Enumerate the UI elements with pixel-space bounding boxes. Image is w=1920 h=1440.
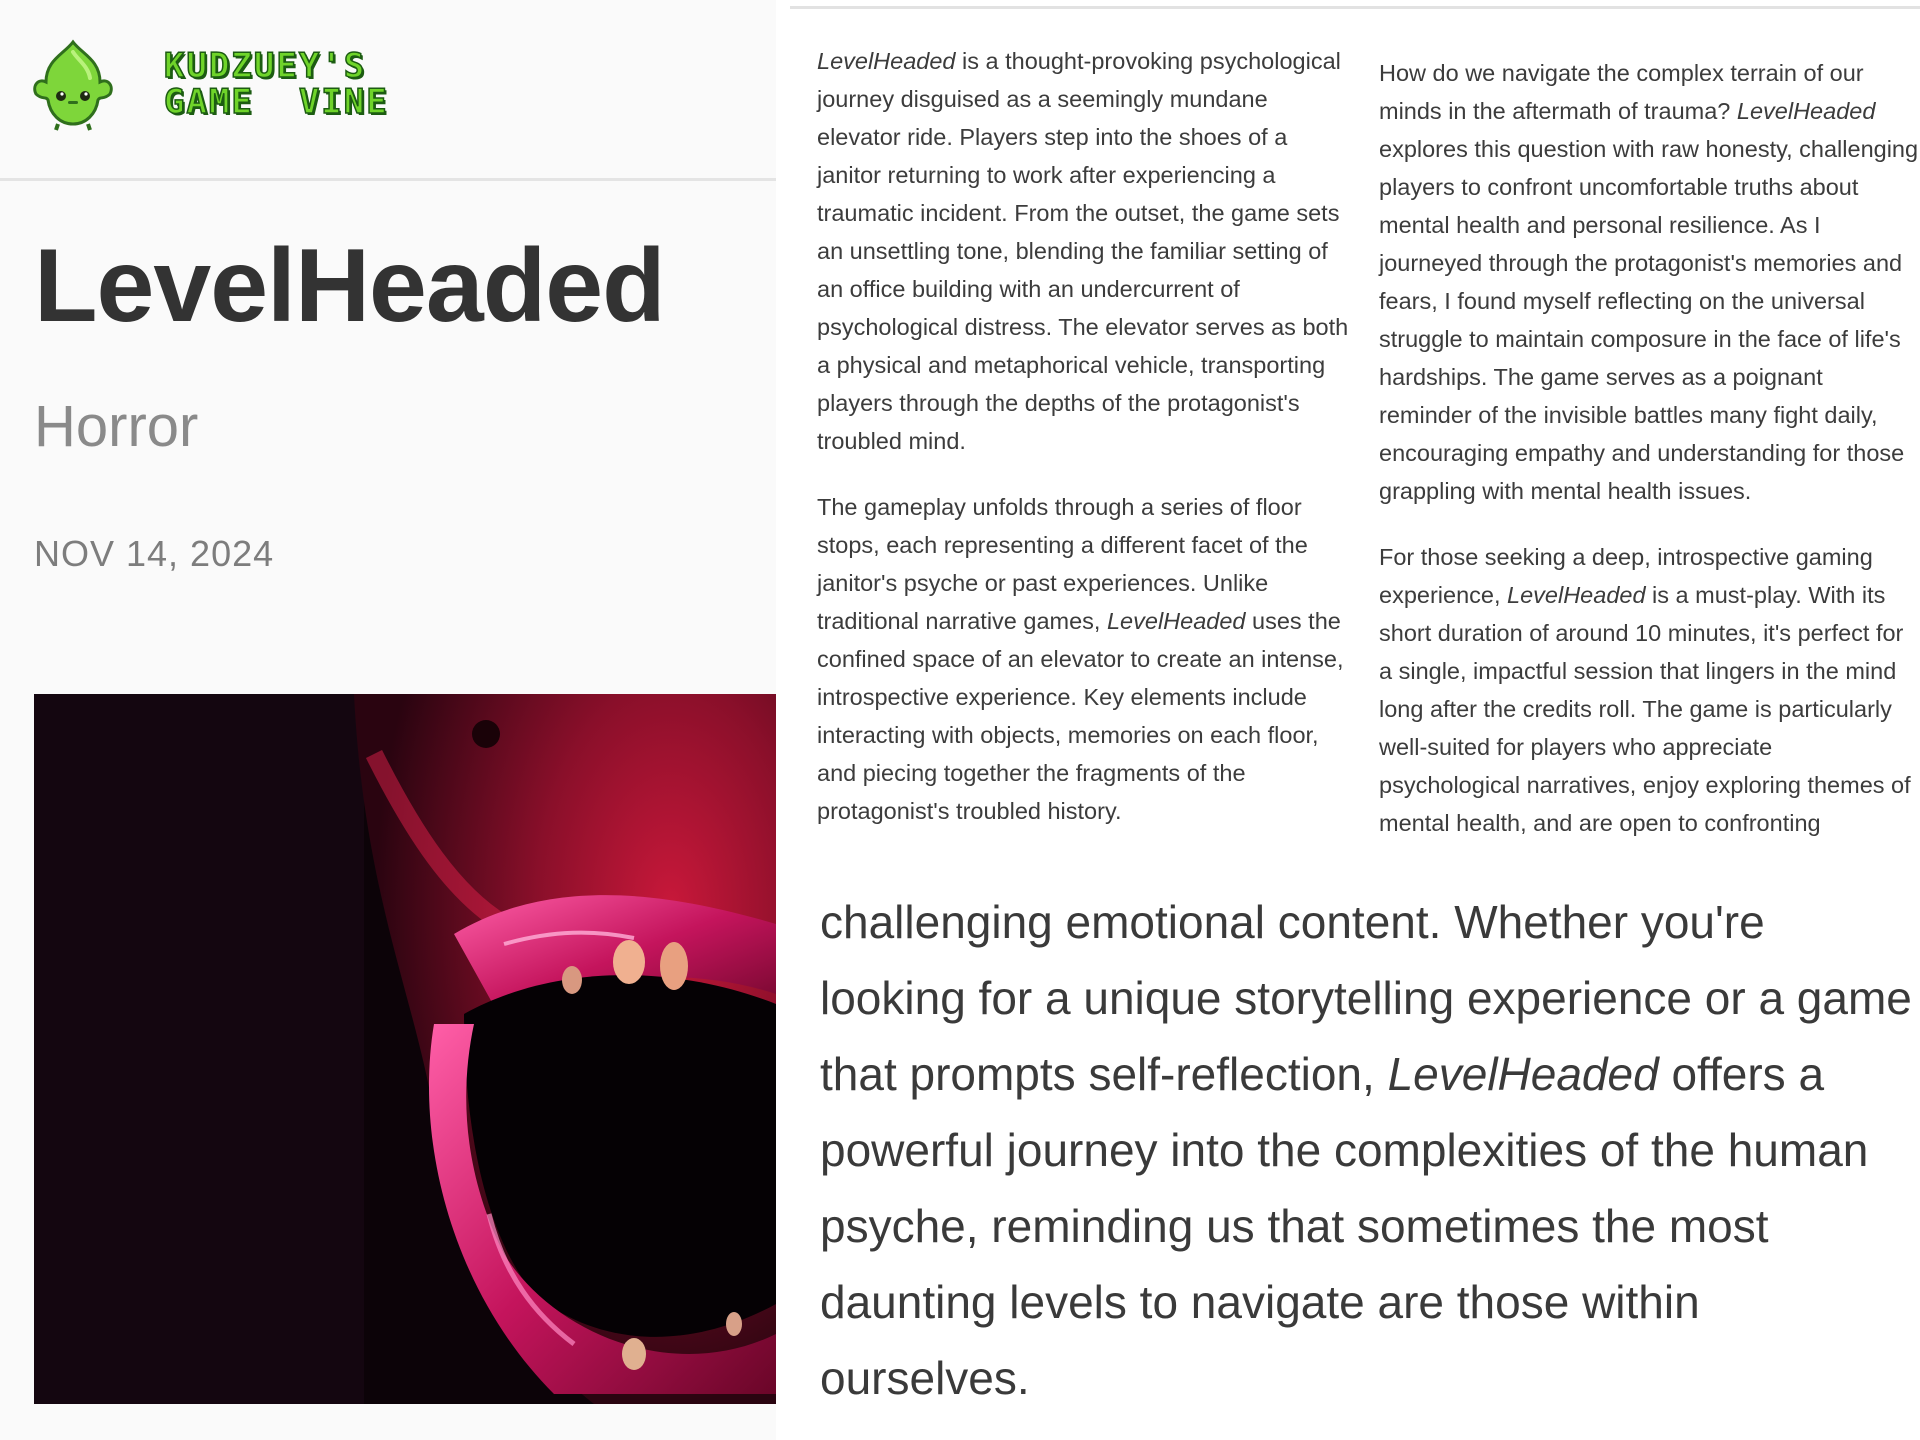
paragraph-5-before: challenging emotional content. Whether you're looking for a unique storytelling experience or a game that prompts self-reflection, <box>820 896 1912 1100</box>
paragraph-3-before: How do we navigate the complex terrain of our minds in the aftermath of trauma? <box>1379 60 1864 124</box>
genre-label: Horror <box>34 394 199 459</box>
paragraph-5-after: offers a powerful journey into the complexities of the human psyche, reminding us that sometimes the most daunting levels to navigate are those within ourselves. <box>820 1048 1869 1404</box>
paragraph-4-before: For those seeking a deep, introspective gaming experience, <box>1379 544 1873 608</box>
logo-line-2: GAME VINE <box>164 82 389 122</box>
top-divider <box>790 6 1920 9</box>
hero-image <box>34 694 776 1404</box>
publish-date: NOV 14, 2024 <box>34 533 275 574</box>
article-conclusion <box>820 884 1920 1416</box>
game-title-em: LevelHeaded <box>1106 608 1246 634</box>
site-logo[interactable] <box>164 48 389 120</box>
paragraph-2 <box>817 488 1357 830</box>
article-column-2 <box>1379 54 1919 870</box>
paragraph-4-after: is a must-play. With its short duration of around 10 minutes, it's perfect for a single, impactful session that lingers in the mind long after the credits roll. The game is particularly well-suited for players who appreciate psychological narratives, enjoy exploring themes of mental health, and are open to confronting <box>1379 582 1911 836</box>
paragraph-4 <box>1379 538 1919 842</box>
game-title-em: LevelHeaded <box>1507 582 1646 608</box>
paragraph-3-after: explores this question with raw honesty, challenging players to confront uncomfortable truths about mental health and personal resilience. As I journeyed through the protagonist's memories and fears, I found myself reflecting on the universal struggle to maintain composure in the face of life's hardships. The game serves as a poignant reminder of the invisible battles many fight daily, encouraging empathy and understanding for those grappling with mental health issues. <box>1379 136 1919 504</box>
article-column-1 <box>817 42 1357 830</box>
page-title: LevelHeaded <box>34 228 665 344</box>
paragraph-1-text: is a thought-provoking psychological journey disguised as a seemingly mundane elevator ride. Players step into the shoes of a janitor returning to work after experiencing a traumatic incident. From the outset, the game sets an unsettling tone, blending the familiar setting of an office building with an undercurrent of psychological distress. The elevator serves as both a physical and metaphorical vehicle, transporting players through the depths of the protagonist's troubled mind. <box>817 48 1349 454</box>
paragraph-5 <box>820 884 1920 1416</box>
paragraph-1 <box>817 42 1357 460</box>
game-title-em: LevelHeaded <box>1736 98 1876 124</box>
site-header <box>0 0 776 181</box>
paragraph-3 <box>1379 54 1919 510</box>
game-title-em: LevelHeaded <box>1387 1048 1659 1100</box>
logo-line-1: KUDZUEY'S <box>164 46 367 86</box>
leaf-mascot-icon[interactable] <box>30 38 116 132</box>
game-title-em: LevelHeaded <box>817 48 956 74</box>
red-lips-art-icon <box>34 694 776 1404</box>
article-header-panel <box>0 0 776 1440</box>
paragraph-2-after: uses the confined space of an elevator to create an intense, introspective experience. Key elements include interacting with objects, memories on each floor, and piecing together the fragments of the protagonist's troubled history. <box>817 608 1344 824</box>
paragraph-2-before: The gameplay unfolds through a series of floor stops, each representing a different facet of the janitor's psyche or past experiences. Unlike traditional narrative games, <box>817 494 1308 634</box>
